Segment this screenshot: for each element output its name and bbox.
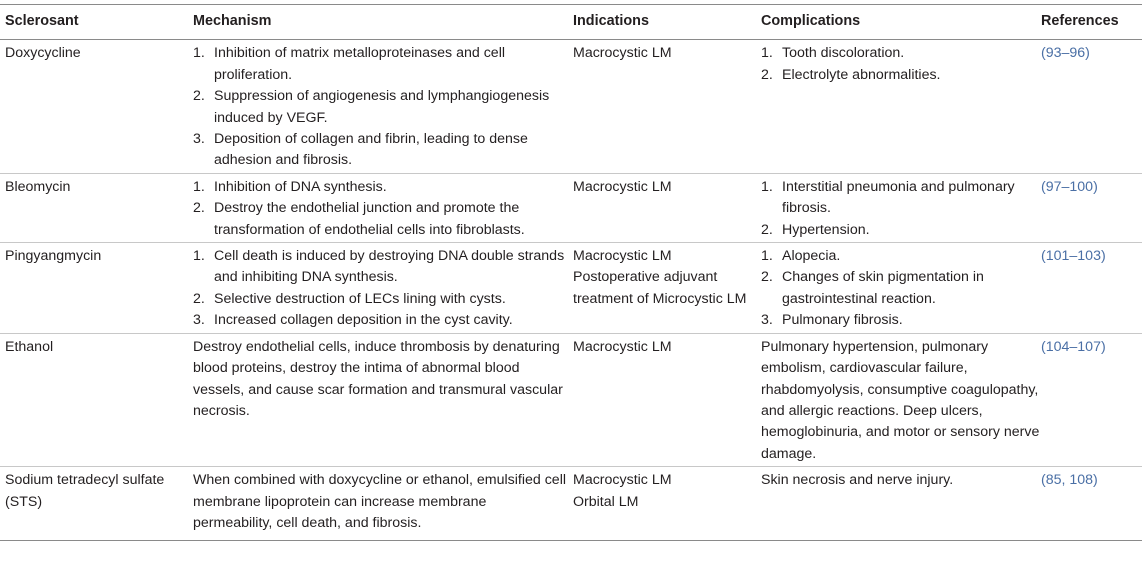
indications-cell — [568, 243, 756, 334]
indication-text: Macrocystic LM — [573, 472, 672, 489]
references-link[interactable]: (85, 108) — [1041, 467, 1142, 541]
references-link[interactable]: (97–100) — [1041, 173, 1142, 242]
list-item-text: Pulmonary fibrosis. — [782, 312, 903, 329]
indications-cell — [568, 173, 756, 242]
list-item-text: Tooth discoloration. — [782, 45, 905, 62]
list-item: 3. Pulmonary fibrosis. — [761, 312, 903, 329]
sclerosant-cell: Sodium tetradecyl sulfate (STS) — [0, 467, 188, 541]
list-item: 3. Increased collagen deposition in the cyst cavity. — [193, 312, 513, 329]
sclerosant-cell: Bleomycin — [0, 173, 188, 242]
sclerosant-cell: Doxycycline — [0, 40, 188, 173]
mechanism-list — [193, 43, 568, 171]
list-item-text: Destroy the endothelial junction and promote the transformation of endothelial cells into fibroblasts. — [214, 200, 525, 238]
list-item: 2. Hypertension. — [761, 221, 870, 238]
mechanism-cell: When combined with doxycycline or ethanol, emulsified cell membrane lipoprotein can increase membrane permeability, cell death, and fibrosis. — [188, 467, 568, 541]
indication-text: Macrocystic LM — [573, 45, 672, 62]
mechanism-list — [193, 177, 568, 241]
references-link[interactable]: (101–103) — [1041, 243, 1142, 334]
indication-text: Macrocystic LM — [573, 338, 672, 355]
table-row — [0, 173, 1142, 242]
header-references: References — [1041, 5, 1142, 40]
indications-cell — [568, 467, 756, 541]
complications-list — [761, 43, 1041, 86]
list-item-text: Changes of skin pigmentation in gastrointestinal reaction. — [782, 269, 984, 307]
list-item-text: Inhibition of matrix metalloproteinases and cell proliferation. — [214, 45, 505, 83]
list-item-text: Selective destruction of LECs lining with cysts. — [214, 290, 506, 307]
table-row — [0, 40, 1142, 173]
list-item-text: Alopecia. — [782, 248, 841, 265]
list-item: 3. Deposition of collagen and fibrin, leading to dense adhesion and fibrosis. — [193, 131, 528, 169]
list-item-text: Hypertension. — [782, 221, 870, 238]
mechanism-cell — [188, 173, 568, 242]
sclerosant-cell: Ethanol — [0, 333, 188, 466]
mechanism-cell: Destroy endothelial cells, induce thrombosis by denaturing blood proteins, destroy the intima of abnormal blood vessels, and cause scar formation and transmural vascular necrosis. — [188, 333, 568, 466]
table-row — [0, 243, 1142, 334]
list-item-text: Increased collagen deposition in the cyst cavity. — [214, 312, 513, 329]
table-row — [0, 467, 1142, 541]
references-link[interactable]: (93–96) — [1041, 40, 1142, 173]
table-row — [0, 333, 1142, 466]
sclerosant-cell: Pingyangmycin — [0, 243, 188, 334]
list-item: 1. Cell death is induced by destroying DNA double strands and inhibiting DNA synthesis. — [193, 248, 565, 286]
list-item: 1. Tooth discoloration. — [761, 45, 905, 62]
list-item-text: Electrolyte abnormalities. — [782, 66, 941, 83]
indication-text: Orbital LM — [573, 493, 639, 510]
list-item: 2. Selective destruction of LECs lining with cysts. — [193, 290, 506, 307]
complications-cell: Pulmonary hypertension, pulmonary embolism, cardiovascular failure, rhabdomyolysis, consumptive coagulopathy, and allergic reactions. Deep ulcers, hemoglobinuria, and motor or sensory nerve damage. — [756, 333, 1041, 466]
list-item: 1. Inhibition of matrix metalloproteinases and cell proliferation. — [193, 45, 505, 83]
list-item: 2. Changes of skin pigmentation in gastrointestinal reaction. — [761, 269, 984, 307]
list-item-text: Cell death is induced by destroying DNA double strands and inhibiting DNA synthesis. — [214, 248, 565, 286]
list-item: 1. Inhibition of DNA synthesis. — [193, 178, 387, 195]
list-item-text: Suppression of angiogenesis and lymphangiogenesis induced by VEGF. — [214, 88, 550, 126]
indication-text: Postoperative adjuvant treatment of Microcystic LM — [573, 269, 747, 307]
list-item: 2. Electrolyte abnormalities. — [761, 66, 941, 83]
complications-list — [761, 246, 1041, 332]
header-indications: Indications — [568, 5, 756, 40]
indication-text: Macrocystic LM — [573, 248, 672, 265]
mechanism-cell — [188, 243, 568, 334]
references-link[interactable]: (104–107) — [1041, 333, 1142, 466]
list-item: 2. Suppression of angiogenesis and lymphangiogenesis induced by VEGF. — [193, 88, 550, 126]
sclerosant-table — [0, 4, 1142, 541]
list-item-text: Deposition of collagen and fibrin, leading to dense adhesion and fibrosis. — [214, 131, 528, 169]
indications-cell — [568, 333, 756, 466]
complications-list — [761, 177, 1041, 241]
list-item-text: Interstitial pneumonia and pulmonary fibrosis. — [782, 178, 1015, 217]
mechanism-cell — [188, 40, 568, 173]
indications-cell — [568, 40, 756, 173]
list-item: 2. Destroy the endothelial junction and promote the transformation of endothelial cells into fibroblasts. — [193, 200, 525, 238]
header-sclerosant: Sclerosant — [0, 5, 188, 40]
list-item-text: Inhibition of DNA synthesis. — [214, 178, 387, 195]
complications-cell: Skin necrosis and nerve injury. — [756, 467, 1041, 541]
header-row — [0, 5, 1142, 40]
complications-cell — [756, 243, 1041, 334]
list-item: 1. Alopecia. — [761, 248, 841, 265]
list-item: 1. Interstitial pneumonia and pulmonary fibrosis. — [761, 178, 1015, 217]
header-mechanism: Mechanism — [188, 5, 568, 40]
header-complications: Complications — [756, 5, 1041, 40]
complications-cell — [756, 40, 1041, 173]
mechanism-list — [193, 246, 568, 332]
complications-cell — [756, 173, 1041, 242]
indication-text: Macrocystic LM — [573, 178, 672, 195]
